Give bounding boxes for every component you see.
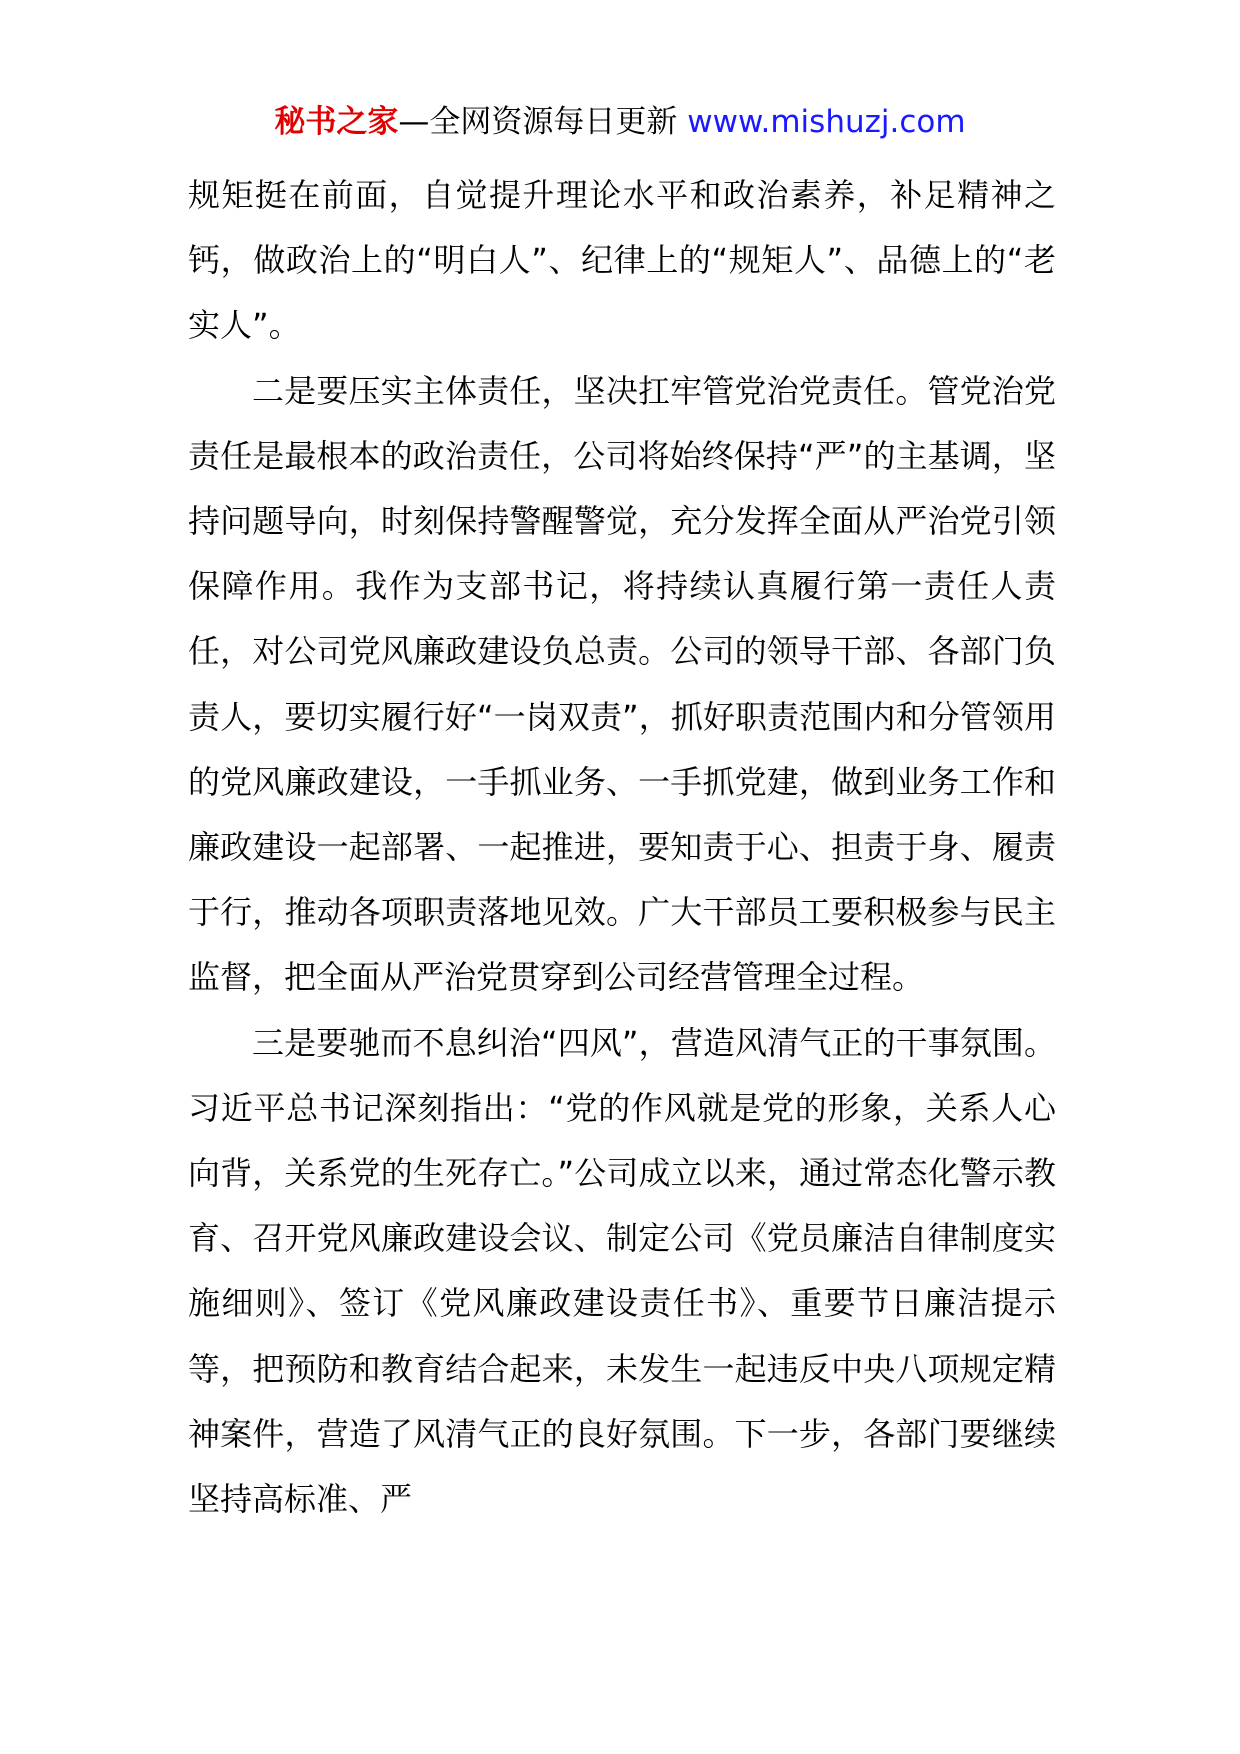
paragraph-two: 二是要压实主体责任，坚决扛牢管党治党责任。管党治党责任是最根本的政治责任，公司将始终保持“严”的主基调，坚持问题导向，时刻保持警醒警觉，充分发挥全面从严治党引领保障作用。我作为支部书记，将持续认真履行第一责任人责任，对公司党风廉政建设负总责。公司的领导干部、各部门负责人，要切实履行好“一岗双责”，抓好职责范围内和分管领用的党风廉政建设，一手抓业务、一手抓党建，做到业务工作和廉政建设一起部署、一起推进，要知责于心、担责于身、履责于行，推动各项职责落地见效。广大干部员工要积极参与民主监督，把全面从严治党贯穿到公司经营管理全过程。 (188, 371, 1056, 997)
paragraph-continuation: 规矩挺在前面，自觉提升理论水平和政治素养，补足精神之钙，做政治上的“明白人”、纪律上的“规矩人”、品德上的“老实人”。 (188, 176, 1056, 345)
document-body (188, 163, 1056, 1532)
paragraph-three: 三是要驰而不息纠治“四风”，营造风清气正的干事氛围。习近平总书记深刻指出：“党的作风就是党的形象，关系人心向背，关系党的生死存亡。”公司成立以来，通过常态化警示教育、召开党风廉政建设会议、制定公司《党员廉洁自律制度实施细则》、签订《党风廉政建设责任书》、重要节日廉洁提示等，把预防和教育结合起来，未发生一起违反中央八项规定精神案件，营造了风清气正的良好氛围。下一步，各部门要继续坚持高标准、严 (188, 1023, 1056, 1519)
header-tagline: —全网资源每日更新 (398, 104, 678, 140)
page-header (0, 100, 1240, 144)
brand-name: 秘书之家 (274, 104, 399, 140)
site-url-link[interactable]: www.mishuzj.com (687, 104, 966, 140)
